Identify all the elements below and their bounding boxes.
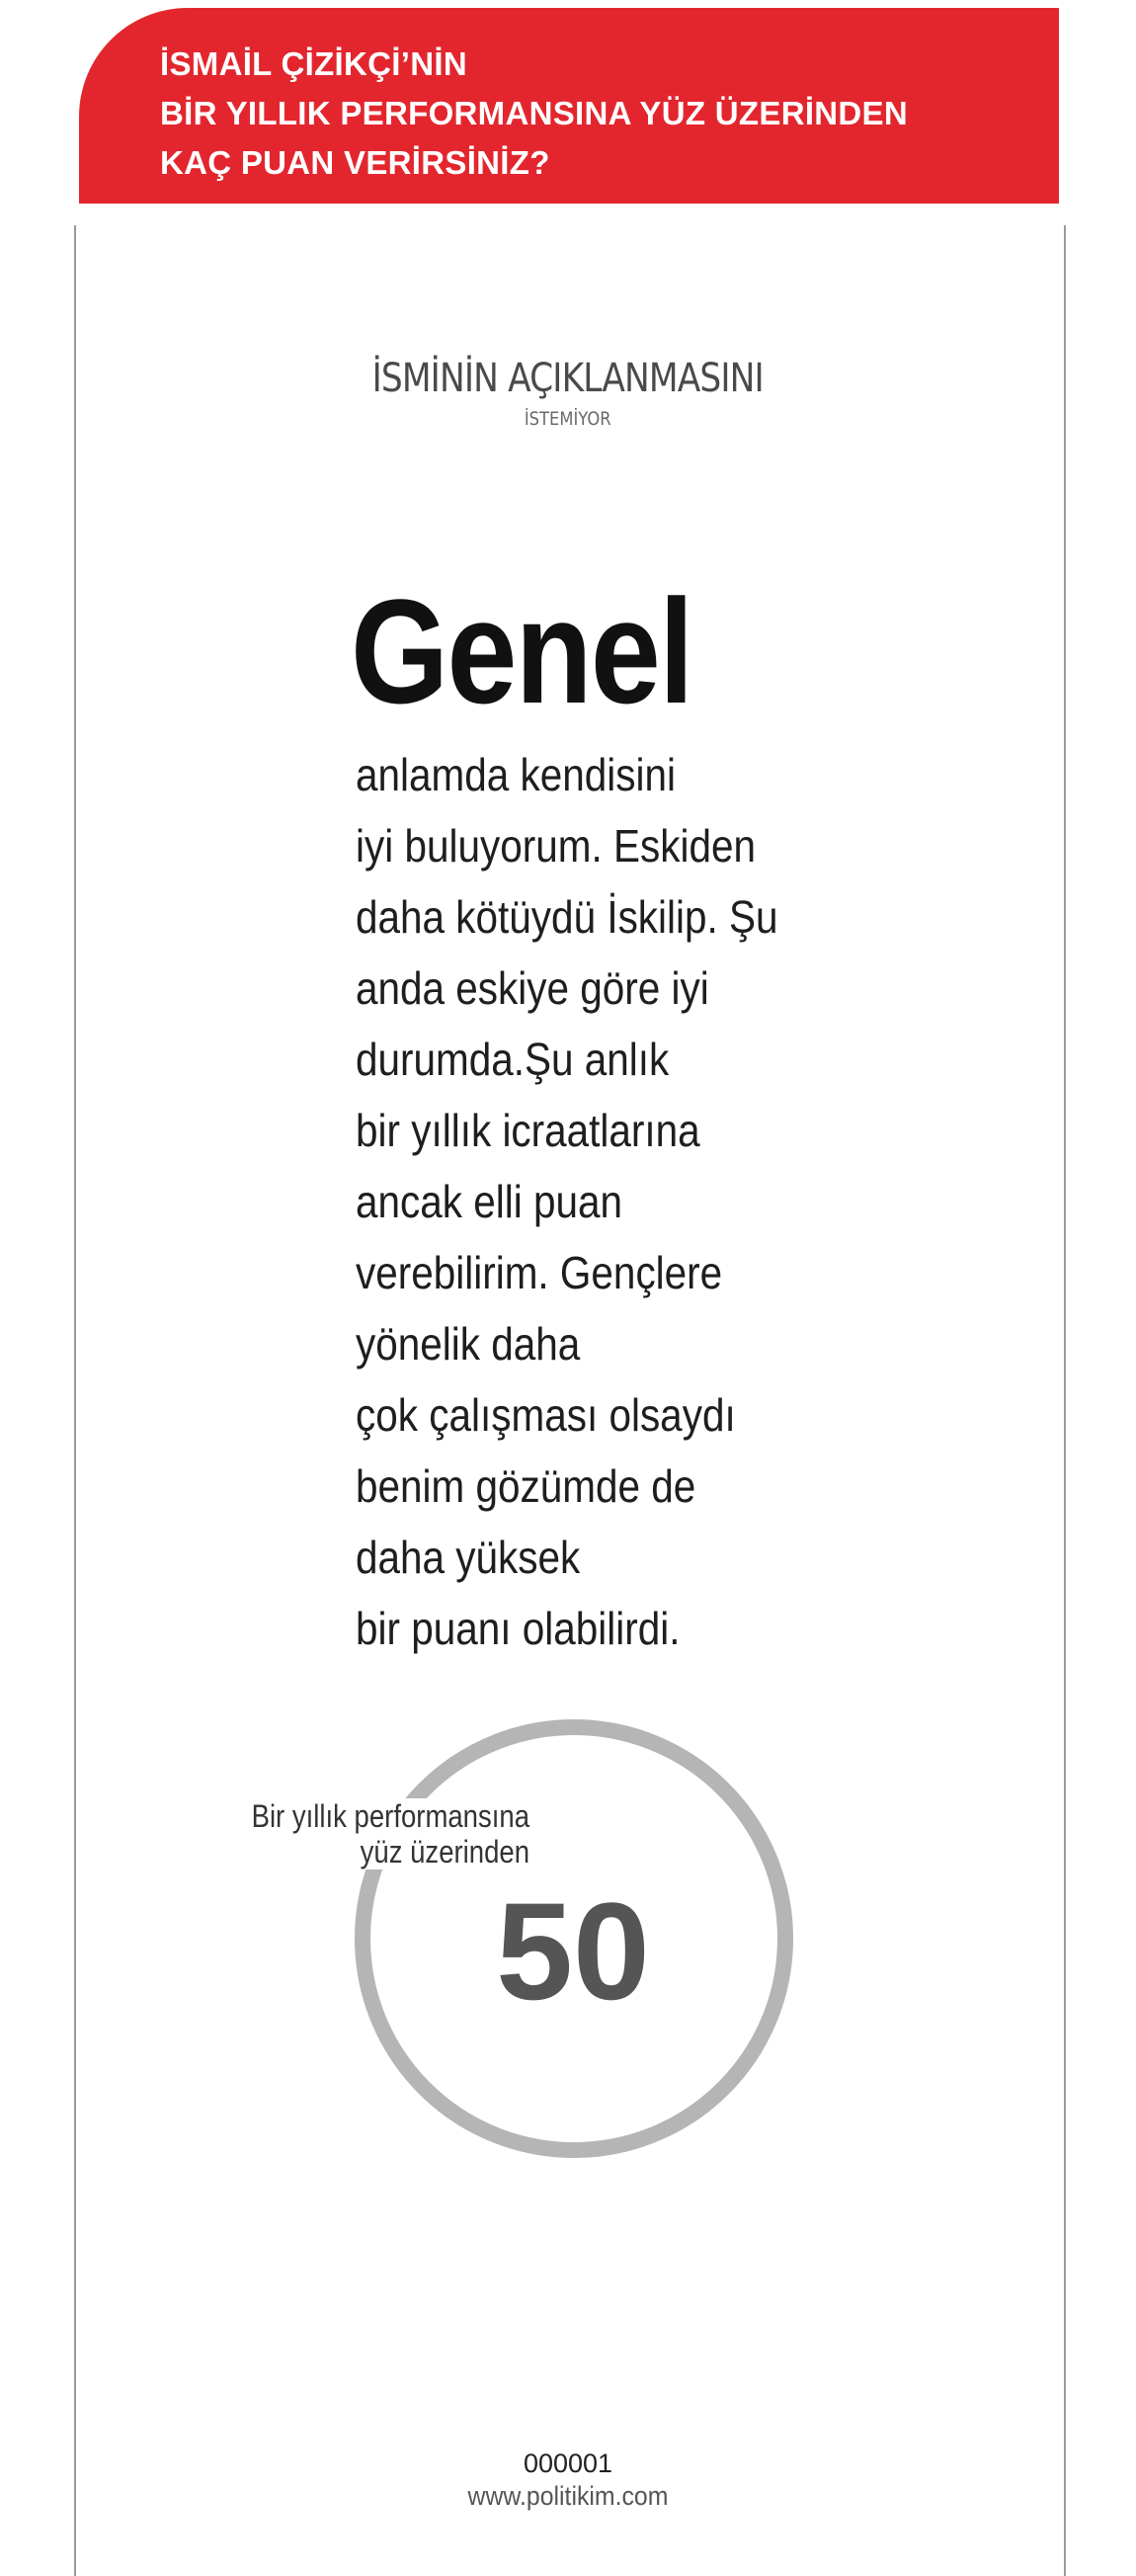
quote-line: anda eskiye göre iyi xyxy=(356,962,709,1014)
quote-line: iyi buluyorum. Eskiden xyxy=(356,820,756,872)
quote-line: yönelik daha xyxy=(356,1318,581,1370)
banner-title-line: BİR YILLIK PERFORMANSINA YÜZ ÜZERİNDEN xyxy=(160,95,908,131)
banner-title-line: KAÇ PUAN VERİRSİNİZ? xyxy=(160,144,550,181)
quote-line: durumda.Şu anlık xyxy=(356,1034,670,1085)
quote-line: benim gözümde de xyxy=(356,1460,696,1512)
quote-body xyxy=(356,739,869,1664)
website-url: www.politikim.com xyxy=(467,2481,669,2511)
quote-line: bir puanı olabilirdi. xyxy=(356,1603,681,1654)
quote-line: daha kötüydü İskilip. Şu xyxy=(356,891,778,943)
banner-title-line: İSMAİL ÇİZİKÇİ’NİN xyxy=(160,45,467,82)
respondent-name: İSMİNİN AÇIKLANMASINI xyxy=(371,356,764,401)
respondent-name-sub: İSTEMİYOR xyxy=(524,408,611,430)
quote-line: verebilirim. Gençlere xyxy=(356,1247,723,1298)
score-caption-line: Bir yıllık performansına xyxy=(251,1798,529,1834)
quote-line: anlamda kendisini xyxy=(356,749,677,800)
quote-lead-word: Genel xyxy=(351,568,692,734)
quote-line: daha yüksek xyxy=(356,1532,581,1583)
score-value: 50 xyxy=(496,1873,650,2029)
quote-line: ancak elli puan xyxy=(356,1176,623,1227)
quote-line: bir yıllık icraatlarına xyxy=(356,1105,700,1156)
header-banner xyxy=(79,8,1059,204)
score-caption-line: yüz üzerinden xyxy=(360,1834,529,1870)
quote-line: çok çalışması olsaydı xyxy=(356,1389,736,1441)
record-id: 000001 xyxy=(523,2449,613,2478)
score-caption xyxy=(198,1798,529,1870)
